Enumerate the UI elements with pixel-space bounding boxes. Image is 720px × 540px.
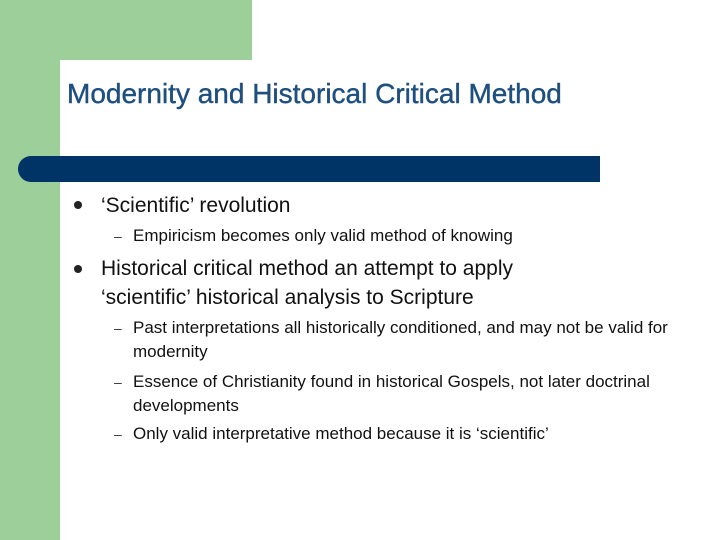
sub-bullet-item: Only valid interpretative method because it is ‘scientific’ <box>133 424 549 443</box>
sub-bullet-item: Essence of Christianity found in historical Gospels, not later doctrinal developments <box>133 372 650 415</box>
bullet-dot-icon <box>74 265 82 273</box>
sub-bullet-dash-icon: – <box>114 228 122 244</box>
sub-bullet-item: Empiricism becomes only valid method of knowing <box>133 226 513 245</box>
slide-title: Modernity and Historical Critical Method <box>67 78 562 109</box>
bullet-item: ‘Scientific’ revolution <box>101 194 291 217</box>
sub-bullet-item: Past interpretations all historically conditioned, and may not be valid for modernity <box>133 318 668 361</box>
sub-bullet-dash-icon: – <box>114 320 122 336</box>
sub-bullet-dash-icon: – <box>114 374 122 390</box>
sub-bullet-dash-icon: – <box>114 426 122 442</box>
bullet-dot-icon <box>74 201 82 209</box>
bullet-item: Historical critical method an attempt to apply ‘scientific’ historical analysis to Scripture <box>101 257 514 309</box>
